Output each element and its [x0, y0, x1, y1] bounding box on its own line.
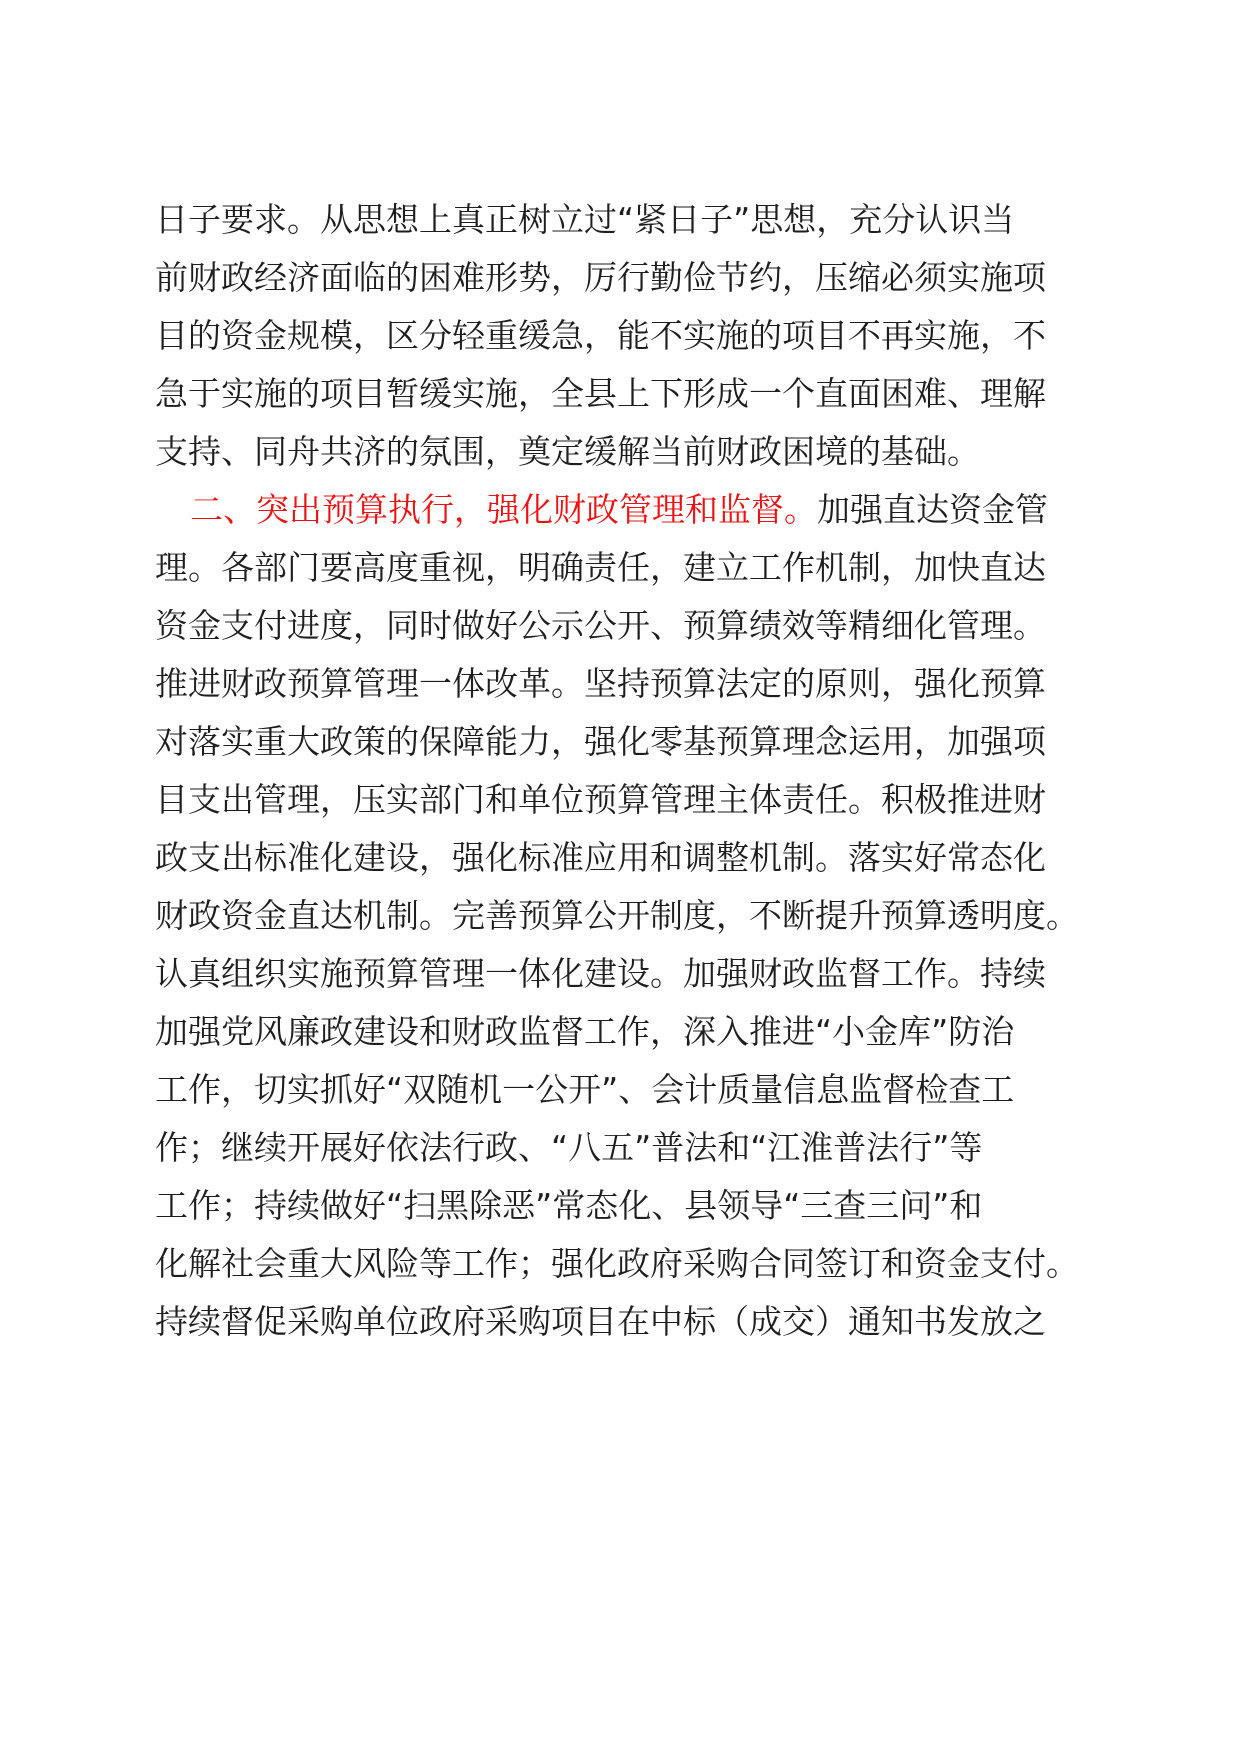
section-two-continuation: 加强直达资金管	[817, 490, 1048, 529]
text-line-8: 资金支付进度，同时做好公示公开、预算绩效等精细化管理。	[155, 606, 1046, 645]
text-line-15: 加强党风廉政建设和财政监督工作，深入推进“小金库”防治	[155, 1012, 1015, 1051]
text-line-17: 作；继续开展好依法行政、“八五”普法和“江淮普法行”等	[155, 1128, 983, 1167]
section-two-first-line	[190, 480, 1120, 540]
text-line-11: 目支出管理，压实部门和单位预算管理主体责任。积极推进财	[155, 780, 1046, 819]
text-line-1: 日子要求。从思想上真正树立过“紧日子”思想，充分认识当	[155, 200, 1015, 239]
section-two-heading: 二、突出预算执行，强化财政管理和监督。	[190, 490, 817, 529]
text-line-10: 对落实重大政策的保障能力，强化零基预算理念运用，加强项	[155, 722, 1046, 761]
text-line-4: 急于实施的项目暂缓实施，全县上下形成一个直面困难、理解	[155, 374, 1046, 413]
text-line-9: 推进财政预算管理一体改革。坚持预算法定的原则，强化预算	[155, 664, 1046, 703]
text-line-5: 支持、同舟共济的氛围，奠定缓解当前财政困境的基础。	[155, 432, 980, 471]
text-line-19: 化解社会重大风险等工作；强化政府采购合同签订和资金支付。	[155, 1244, 1079, 1283]
text-line-13: 财政资金直达机制。完善预算公开制度，不断提升预算透明度。	[155, 896, 1079, 935]
text-line-20: 持续督促采购单位政府采购项目在中标（成交）通知书发放之	[155, 1302, 1046, 1341]
text-line-18: 工作；持续做好“扫黑除恶”常态化、县领导“三查三问”和	[155, 1186, 983, 1225]
text-line-14: 认真组织实施预算管理一体化建设。加强财政监督工作。持续	[155, 954, 1046, 993]
text-line-7: 理。各部门要高度重视，明确责任，建立工作机制，加快直达	[155, 548, 1046, 587]
text-line-12: 政支出标准化建设，强化标准应用和调整机制。落实好常态化	[155, 838, 1046, 877]
text-line-16: 工作，切实抓好“双随机一公开”、会计质量信息监督检查工	[155, 1070, 1015, 1109]
text-line-2: 前财政经济面临的困难形势，厉行勤俭节约，压缩必须实施项	[155, 258, 1046, 297]
text-line-3: 目的资金规模，区分轻重缓急，能不实施的项目不再实施，不	[155, 316, 1046, 355]
